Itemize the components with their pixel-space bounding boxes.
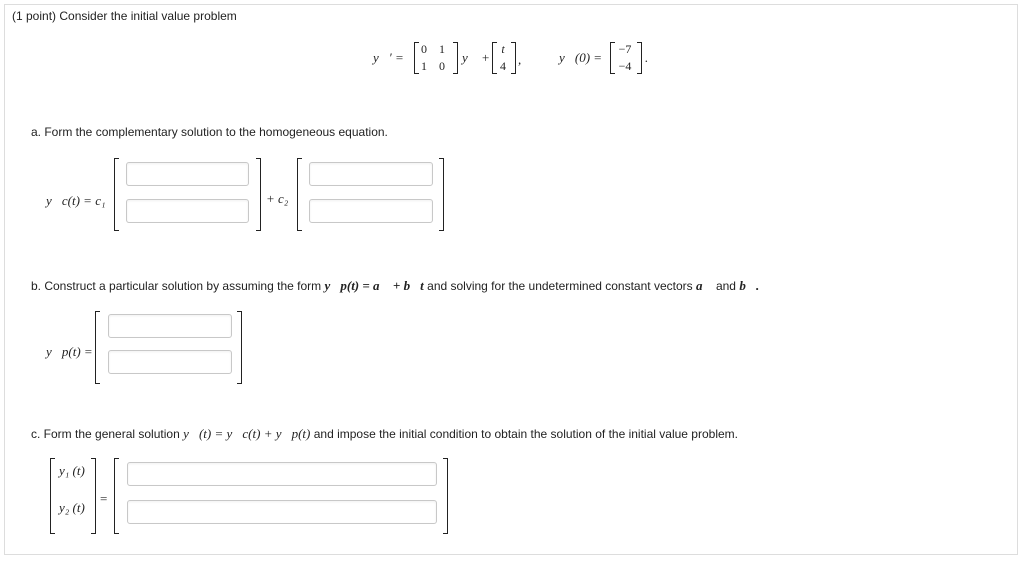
part-a-lhs: y⃗c(t) = c₁ (46, 193, 106, 208)
part-b-top-input[interactable] (108, 314, 232, 338)
matrix-a-right-bracket (453, 42, 458, 74)
part-b-vec-a: a⃗ (695, 278, 713, 293)
part-a-prompt: a. Form the complementary solution to the homogeneous equation. (31, 125, 388, 139)
part-a-v1-top-input[interactable] (126, 162, 249, 186)
part-c-lhs-left-bracket (50, 458, 55, 534)
part-c-rhs-left-bracket (114, 458, 119, 534)
matrix-a-21: 1 (421, 59, 427, 73)
forcing-right-bracket (511, 42, 516, 74)
ic-top: −7 (618, 42, 632, 56)
ic-bottom: −4 (618, 59, 632, 73)
part-a-v2-bottom-input[interactable] (309, 199, 433, 223)
matrix-a-11: 0 (421, 42, 427, 56)
part-c-y1: y₁ (t) (59, 463, 85, 478)
part-b-lhs: y⃗p(t) = (46, 344, 93, 359)
problem-header: (1 point) Consider the initial value problem (12, 9, 237, 23)
ode-lhs: y⃗′ = (373, 50, 404, 65)
part-a-v2-top-input[interactable] (309, 162, 433, 186)
ic-period: . (645, 50, 649, 65)
part-b-right-bracket (237, 311, 242, 384)
part-a-v1-left-bracket (114, 158, 119, 231)
ode-times-y: y⃗ + (462, 50, 490, 65)
ic-right-bracket (637, 42, 642, 74)
part-b-prompt-2: and solving for the undetermined constant vectors (427, 279, 693, 293)
part-b-left-bracket (95, 311, 100, 384)
part-b-bottom-input[interactable] (108, 350, 232, 374)
part-c-prompt-2: and impose the initial condition to obtain the solution of the initial value problem. (313, 427, 738, 441)
part-c-prompt-1: c. Form the general solution (31, 427, 180, 441)
part-c-rhs-right-bracket (443, 458, 448, 534)
part-c-y1-input[interactable] (127, 462, 437, 486)
matrix-a-12: 1 (439, 42, 445, 56)
part-a-v1-bottom-input[interactable] (126, 199, 249, 223)
part-a-v2-right-bracket (439, 158, 444, 231)
part-a-plus-c2: + c₂ (266, 191, 289, 206)
part-a-v1-right-bracket (256, 158, 261, 231)
forcing-top: t (501, 42, 505, 56)
part-c-y2-input[interactable] (127, 500, 437, 524)
part-c-lhs-right-bracket (91, 458, 96, 534)
ic-lhs: y⃗(0) = (559, 50, 603, 65)
part-b-vec-b: b⃗. (739, 278, 760, 293)
part-c-prompt (31, 426, 738, 442)
part-c-y2: y₂ (t) (59, 500, 85, 515)
part-b-prompt (31, 278, 759, 294)
part-c-form: y⃗(t) = y⃗c(t) + y⃗p(t) (183, 426, 311, 441)
part-a-v2-left-bracket (297, 158, 302, 231)
part-b-prompt-1: b. Construct a particular solution by assuming the form (31, 279, 322, 293)
part-c-equals: = (100, 491, 108, 506)
part-b-form: y⃗p(t) = a⃗ + b⃗t (324, 278, 424, 293)
forcing-bottom: 4 (500, 59, 506, 73)
ode-comma: , (518, 52, 522, 67)
matrix-a-22: 0 (439, 59, 445, 73)
part-b-and: and (715, 279, 736, 293)
